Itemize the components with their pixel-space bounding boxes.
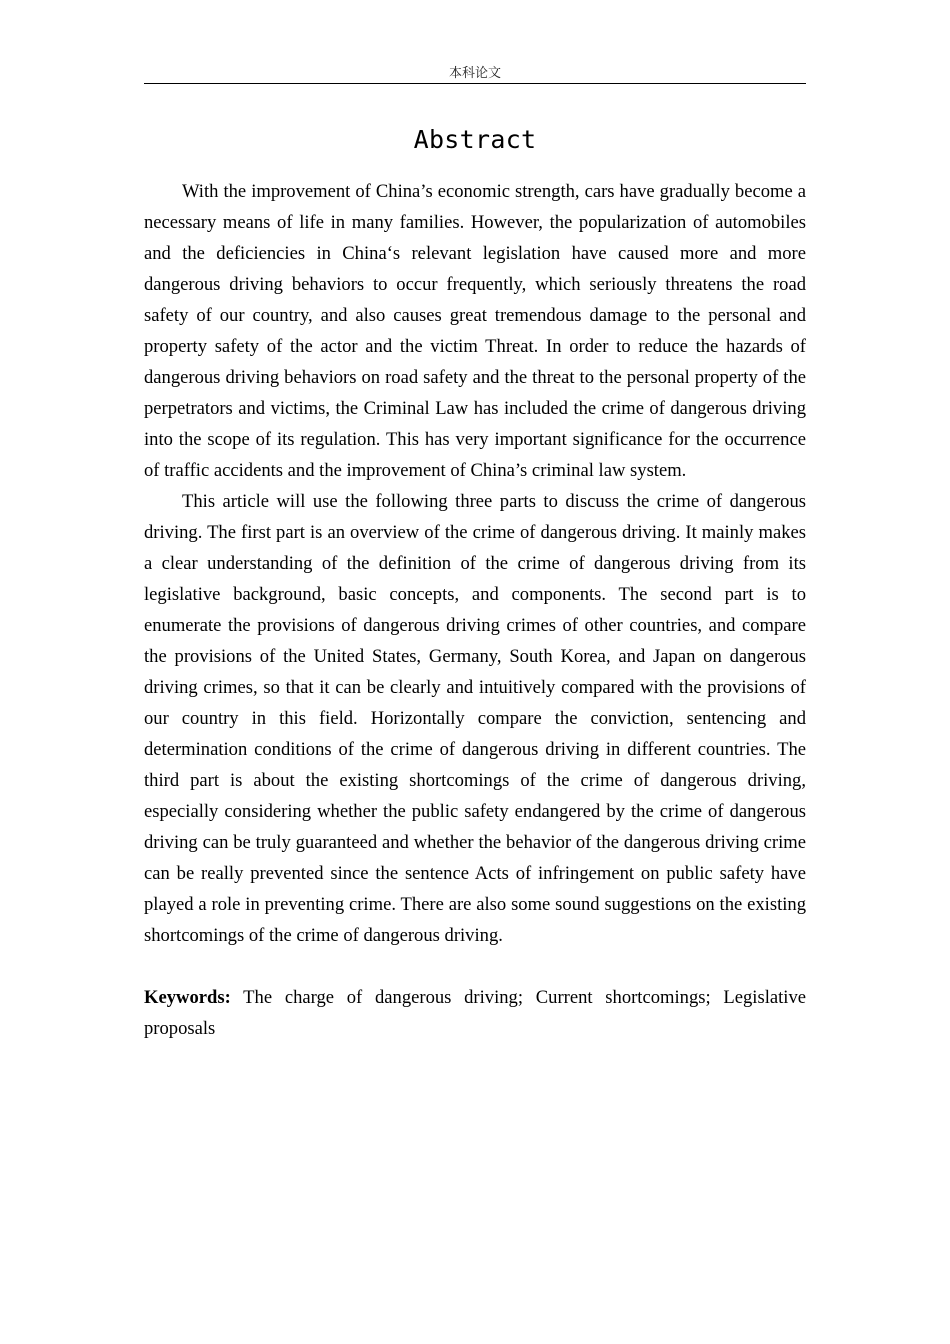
- running-header: 本科论文: [448, 66, 501, 81]
- keywords-label: Keywords:: [144, 987, 231, 1008]
- header-rule: [144, 83, 806, 84]
- abstract-paragraph-2: This article will use the following three parts to discuss the crime of dangerous driving. The first part is an overview of the crime of dangerous driving. It mainly makes a clear understanding of the definition of the crime of dangerous driving from its legislative background, basic concepts, and components. The second part is to enumerate the provisions of dangerous driving crimes of other countries, and compare the provisions of the United States, Germany, South Korea, and Japan on dangerous driving crimes, so that it can be clearly and intuitively compared with the provisions of our country in this field. Horizontally compare the conviction, sentencing and determination conditions of the crime of dangerous driving in different countries. The third part is about the existing shortcomings of the crime of dangerous driving, especially considering whether the public safety endangered by the crime of dangerous driving can be truly guaranteed and whether the behavior of the dangerous driving crime can be really prevented since the sentence Acts of infringement on public safety have played a role in preventing crime. There are also some sound suggestions on the existing shortcomings of the crime of dangerous driving.: [144, 491, 806, 946]
- abstract-title: Abstract: [413, 125, 537, 154]
- keywords-line: [144, 982, 806, 1044]
- abstract-body: [144, 176, 806, 951]
- keywords-text: The charge of dangerous driving; Current shortcomings; Legislative proposals: [144, 987, 806, 1039]
- abstract-paragraph-1: With the improvement of China’s economic strength, cars have gradually become a necessary means of life in many families. However, the popularization of automobiles and the deficiencies in China‘s relevant legislation have caused more and more dangerous driving behaviors to occur frequently, which seriously threatens the road safety of our country, and also causes great tremendous damage to the personal and property safety of the actor and the victim Threat. In order to reduce the hazards of dangerous driving behaviors on road safety and the threat to the personal property of the perpetrators and victims, the Criminal Law has included the crime of dangerous driving into the scope of its regulation. This has very important significance for the occurrence of traffic accidents and the improvement of China’s criminal law system.: [144, 181, 806, 481]
